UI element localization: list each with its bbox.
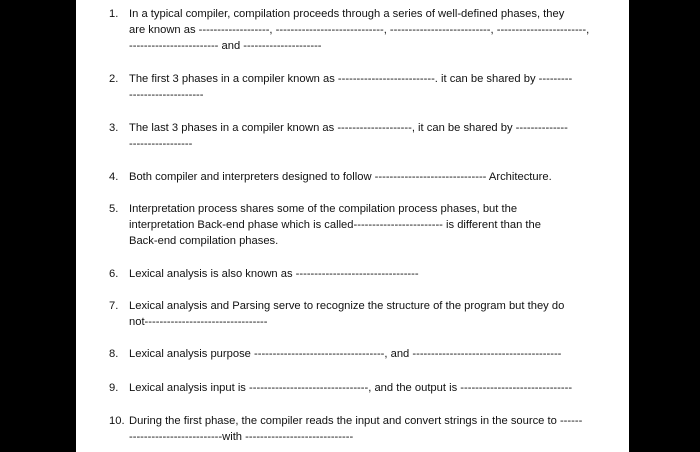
question-text-line: Interpretation process shares some of the compilation process phases, but the — [129, 203, 518, 215]
question-text-line: are known as -------------------, -----------------------------, ---------------------------, ------------------------, — [129, 24, 590, 36]
question-text-line: ----------------- — [129, 138, 193, 150]
question-text-line: -------------------------with ----------------------------- — [129, 431, 354, 443]
question-number: 2. — [109, 73, 119, 85]
question-number: 6. — [109, 268, 119, 280]
worksheet-page — [76, 0, 629, 452]
question-number: 10. — [109, 415, 125, 427]
question-text-line: In a typical compiler, compilation proceeds through a series of well-defined phases, they — [129, 8, 565, 20]
question-number: 4. — [109, 171, 119, 183]
question-text-line: The first 3 phases in a compiler known as --------------------------. it can be shared by --------- — [129, 73, 573, 85]
question-text-line: ------------------------ and --------------------- — [129, 40, 322, 52]
question-text-line: The last 3 phases in a compiler known as --------------------, it can be shared by -------------- — [129, 122, 568, 134]
question-text-line: -------------------- — [129, 89, 204, 101]
question-number: 5. — [109, 203, 119, 215]
question-number: 8. — [109, 348, 119, 360]
question-number: 3. — [109, 122, 119, 134]
question-text-line: Both compiler and interpreters designed to follow ------------------------------ Architecture. — [129, 171, 552, 183]
question-text-line: Lexical analysis input is --------------------------------, and the output is ------------------------------ — [129, 382, 573, 394]
question-text-line: Lexical analysis and Parsing serve to recognize the structure of the program but they do — [129, 300, 565, 312]
question-text-line: During the first phase, the compiler reads the input and convert strings in the source to ------ — [129, 415, 583, 427]
question-text-line: Lexical analysis is also known as --------------------------------- — [129, 268, 419, 280]
question-number: 9. — [109, 382, 119, 394]
question-text-line: interpretation Back-end phase which is called------------------------ is different than the — [129, 219, 541, 231]
question-number: 7. — [109, 300, 119, 312]
question-text-line: Back-end compilation phases. — [129, 235, 279, 247]
question-text-line: not--------------------------------- — [129, 316, 268, 328]
question-text-line: Lexical analysis purpose -----------------------------------, and ---------------------------------------- — [129, 348, 562, 360]
question-number: 1. — [109, 8, 119, 20]
